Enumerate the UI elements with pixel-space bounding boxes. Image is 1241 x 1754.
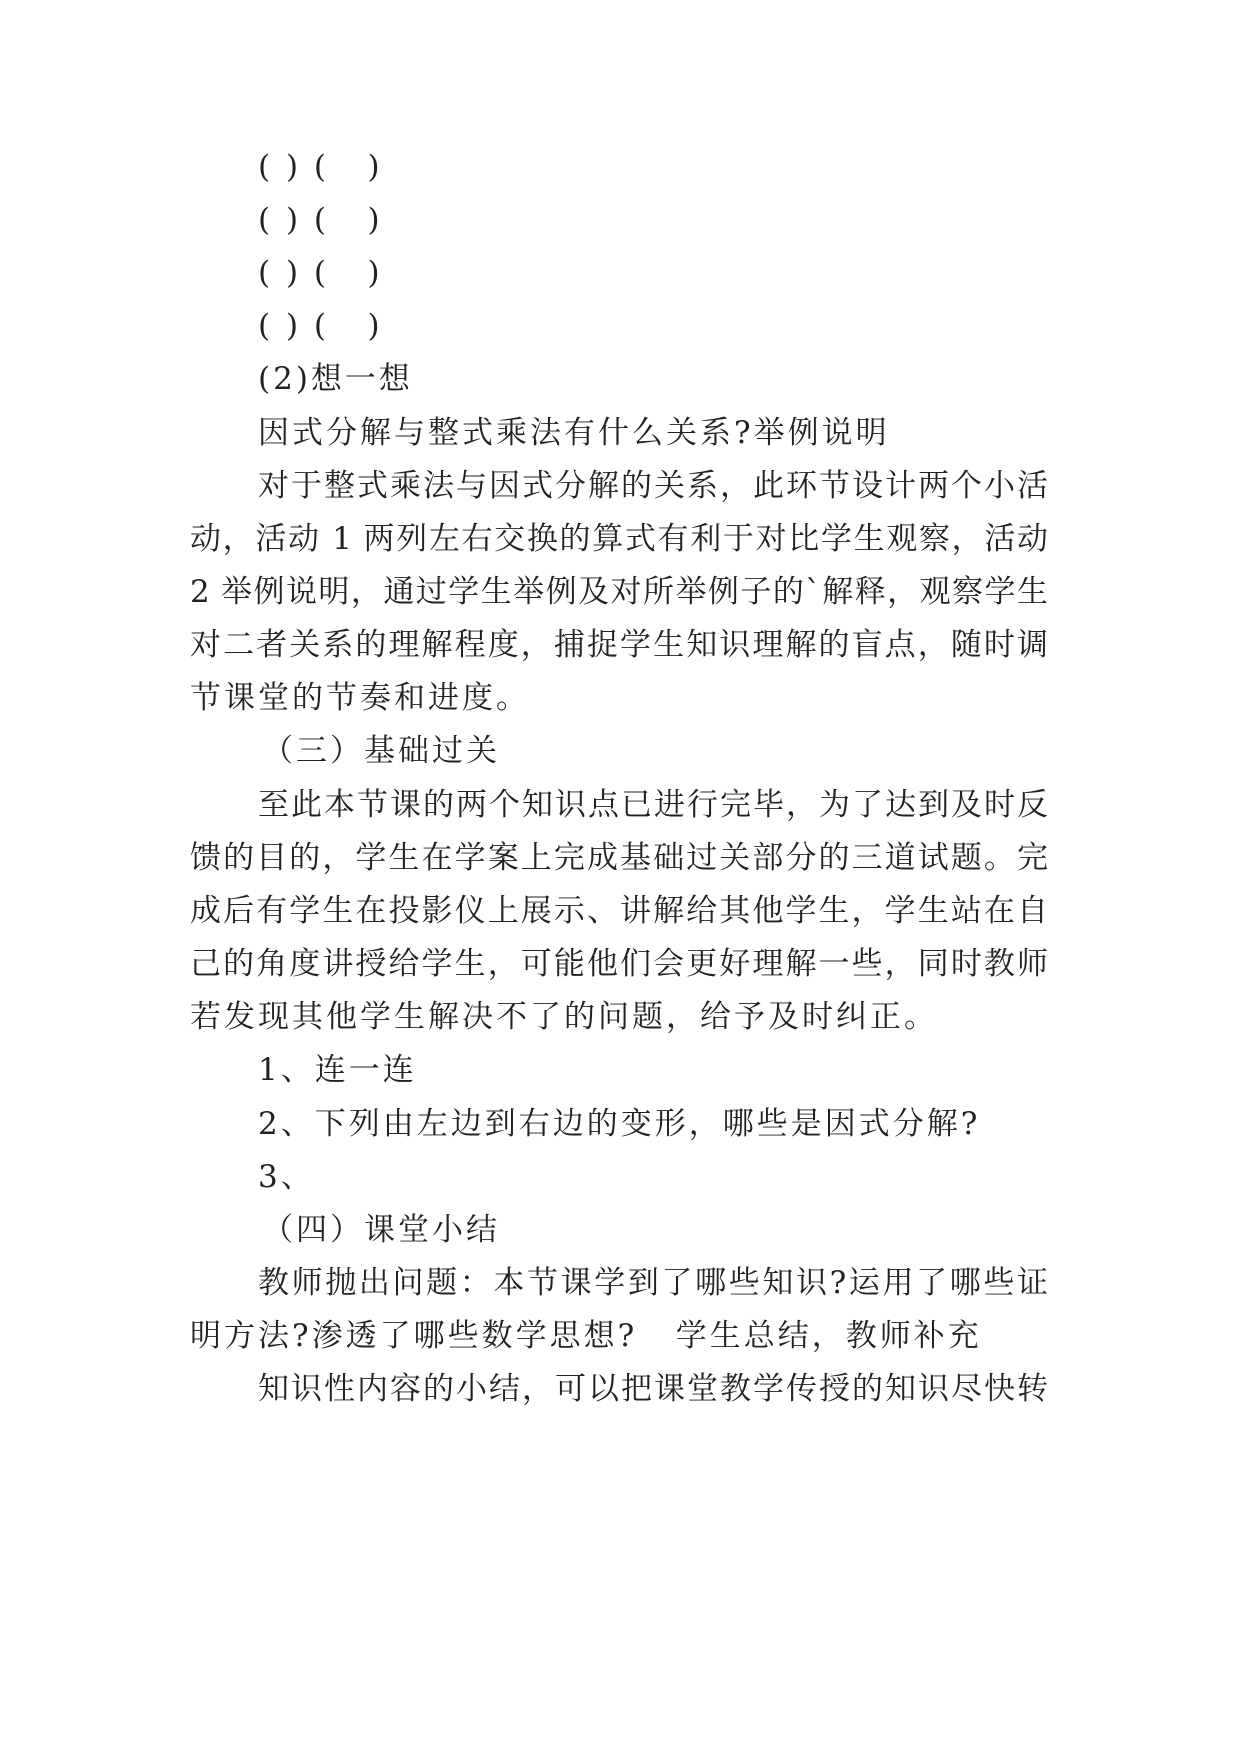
paragraph-line: 馈的目的，学生在学案上完成基础过关部分的三道试题。完 [190,840,1048,876]
exercise-item: 2、下列由左边到右边的变形，哪些是因式分解? [258,1106,981,1142]
exercise-item: 3、 [258,1159,315,1195]
paragraph-line: 明方法?渗透了哪些数学思想? 学生总结，教师补充 [190,1318,982,1354]
paragraph-line: 动，活动 1 两列左右交换的算式有利于对比学生观察，活动 [190,521,1048,557]
think-heading: (2)想一想 [258,361,413,397]
paragraph-line: 2 举例说明，通过学生举例及对所举例子的`解释，观察学生 [190,574,1048,610]
paragraph-line: 对二者关系的理解程度，捕捉学生知识理解的盲点，随时调 [190,627,1048,663]
paragraph-line: 对于整式乘法与因式分解的关系，此环节设计两个小活 [258,468,1048,504]
paragraph-line: 至此本节课的两个知识点已进行完毕，为了达到及时反 [258,787,1048,823]
section-heading: （三）基础过关 [262,733,500,769]
answer-blank-line: ( ) ( ) [258,149,383,185]
paragraph-line: 节课堂的节奏和进度。 [190,680,530,716]
paragraph-line: 己的角度讲授给学生，可能他们会更好理解一些，同时教师 [190,946,1048,982]
paragraph-line: 成后有学生在投影仪上展示、讲解给其他学生，学生站在自 [190,893,1048,929]
section-heading: （四）课堂小结 [262,1212,500,1248]
exercise-item: 1、连一连 [258,1052,417,1088]
paragraph-line: 若发现其他学生解决不了的问题，给予及时纠正。 [190,999,938,1035]
paragraph-line: 知识性内容的小结，可以把课堂教学传授的知识尽快转 [258,1371,1048,1407]
answer-blank-line: ( ) ( ) [258,255,383,291]
paragraph-line: 教师抛出问题：本节课学到了哪些知识?运用了哪些证 [258,1265,1048,1301]
answer-blank-line: ( ) ( ) [258,308,383,344]
think-question: 因式分解与整式乘法有什么关系?举例说明 [258,415,890,451]
answer-blank-line: ( ) ( ) [258,202,383,238]
